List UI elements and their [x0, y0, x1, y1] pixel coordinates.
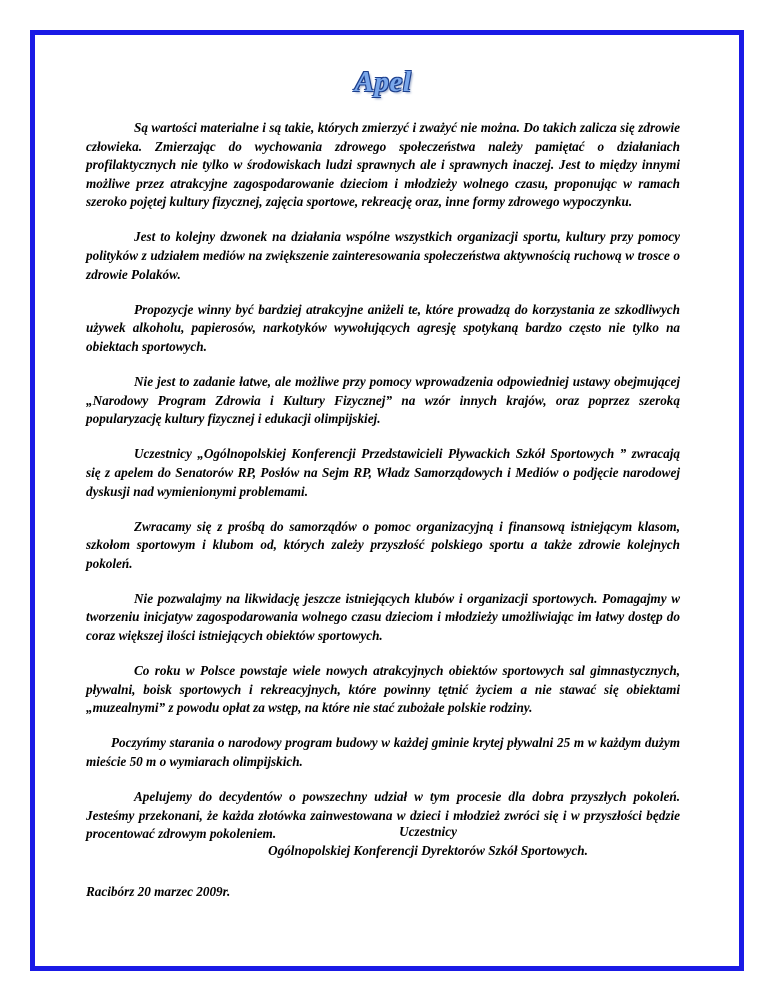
paragraph-6: Zwracamy się z prośbą do samorządów o pomoc organizacyjną i finansową istniejącym klasom, szkołom sportowym i klubom od, których zależy przyszłość polskiego sportu a także zdrowie kolejnych pokoleń.: [86, 518, 680, 571]
paragraph-1: Są wartości materialne i są takie, których zmierzyć i zważyć nie można. Do takich zalicza się zdrowie człowieka. Zmierzając do wychowania zdrowego społeczeństwa należy pamiętać o działaniach profilaktycznych nie tylko w środowiskach ludzi sprawnych ale i sprawnych inaczej. Jest to między innymi możliwe przez atrakcyjne zagospodarowanie dzieciom i młodzieży wolnego czasu, proponując w ramach szeroko pojętej kultury fizycznej, zajęcia sportowe, rekreację oraz, inne formy zdrowego wypoczynku.: [86, 120, 680, 210]
paragraph-9: Poczyńmy starania o narodowy program budowy w każdej gminie krytej pływalni 25 m w każdym dużym mieście 50 m o wymiarach olimpijskich.: [86, 735, 680, 770]
paragraph-3: Propozycje winny być bardziej atrakcyjne aniżeli te, które prowadzą do korzystania ze szkodliwych używek alkoholu, papierosów, narkotyków wywołujących agresję spotykaną bardzo często nie tylko na obiektach sportowych.: [86, 301, 680, 354]
signature-line-1: Uczestnicy: [399, 824, 457, 839]
signature-block: [86, 822, 680, 860]
signature-line-2: Ogólnopolskiej Konferencji Dyrektorów Szkół Sportowych.: [268, 843, 588, 858]
document-date: Racibórz 20 marzec 2009r.: [86, 884, 231, 899]
document-title: Apel: [354, 66, 412, 98]
paragraph-7: Nie pozwalajmy na likwidację jeszcze istniejących klubów i organizacji sportowych. Pomagajmy w tworzeniu inicjatyw zagospodarowania wolnego czasu dzieciom i młodzieży umożliwiając im łatwy dostęp do coraz większej ilości istniejących obiektów sportowych.: [86, 590, 680, 644]
paragraph-5: Uczestnicy „Ogólnopolskiej Konferencji Przedstawicieli Pływackich Szkół Sportowych ” zwracają się z apelem do Senatorów RP, Posłów na Sejm RP, Władz Samorządowych i Mediów o podjęcie narodowej dyskusji nad wymienionymi problemami.: [86, 446, 680, 499]
document-body: [86, 119, 680, 860]
paragraph-4: Nie jest to zadanie łatwe, ale możliwe przy pomocy wprowadzenia odpowiedniej ustawy obejmującej „Narodowy Program Zdrowia i Kultury Fizycznej” na wzór innych krajów, oraz poprzez szeroką popularyzację kultury fizycznej i edukacji olimpijskiej.: [86, 374, 680, 427]
paragraph-10: Apelujemy do decydentów o powszechny udział w tym procesie dla dobra przyszłych pokoleń. Jesteśmy przekonani, że każda złotówka zainwestowana w dzieci i młodzież zwróci się i w przyszłości będzie procentować zdrowym pokoleniem.: [86, 789, 680, 842]
paragraph-2: Jest to kolejny dzwonek na działania wspólne wszystkich organizacji sportu, kultury przy pomocy polityków z udziałem mediów na zwiększenie zainteresowania społeczeństwa aktywnością ruchową w trosce o zdrowie Polaków.: [86, 229, 680, 282]
paragraph-8: Co roku w Polsce powstaje wiele nowych atrakcyjnych obiektów sportowych sal gimnastycznych, pływalni, boisk sportowych i rekreacyjnych, które powinny tętnić życiem a nie stawać się obiektami „muzealnymi” z powodu opłat za wstęp, na które nie stać zubożałe polskie rodziny.: [86, 663, 680, 716]
